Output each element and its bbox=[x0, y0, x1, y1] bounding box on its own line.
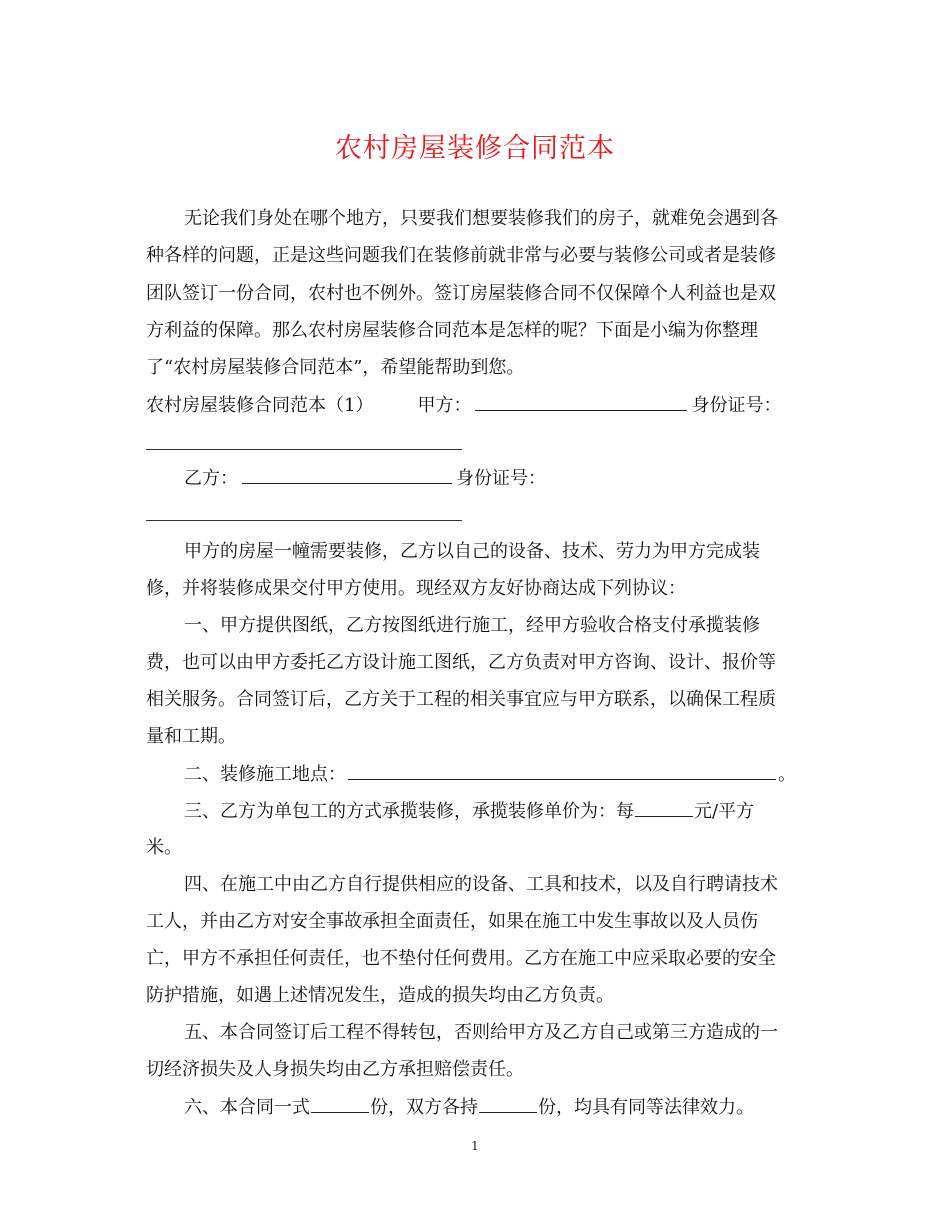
clause6-copies-blank bbox=[311, 1094, 369, 1113]
clause1-line-1: 一、甲方提供图纸，乙方按图纸进行施工，经甲方验收合格支付承揽装修 bbox=[184, 615, 760, 636]
sample-heading: 农村房屋装修合同范本（1） bbox=[146, 395, 374, 416]
party-a-label: 甲方： bbox=[417, 395, 472, 416]
clause3-text-a: 三、乙方为单包工的方式承揽装修，承揽装修单价为：每 bbox=[184, 801, 634, 822]
clause5-line-2: 切经济损失及人身损失均由乙方承担赔偿责任。 bbox=[146, 1059, 524, 1080]
clause4-line-4: 防护措施，如遇上述情况发生，造成的损失均由乙方负责。 bbox=[146, 985, 614, 1006]
clause1-line-3: 相关服务。合同签订后，乙方关于工程的相关事宜应与甲方联系，以确保工程质 bbox=[146, 689, 776, 710]
clause1-line-4: 量和工期。 bbox=[146, 726, 236, 747]
party-b-label: 乙方： bbox=[184, 468, 238, 489]
party-b-id-label: 身份证号： bbox=[456, 468, 546, 489]
party-b-blank bbox=[242, 465, 452, 484]
party-a-row bbox=[146, 392, 806, 419]
clause4-line-3: 亡，甲方不承担任何责任，也不垫付任何费用。乙方在施工中应采取必要的安全 bbox=[146, 948, 776, 969]
clause2-row bbox=[184, 761, 844, 788]
preamble-line-2: 修，并将装修成果交付甲方使用。现经双方友好协商达成下列协议： bbox=[146, 578, 686, 599]
clause6-text-a: 六、本合同一式 bbox=[184, 1097, 310, 1118]
intro-line-1: 无论我们身处在哪个地方，只要我们想要装修我们的房子，就难免会遇到各 bbox=[184, 208, 778, 229]
clause4-line-2: 工人，并由乙方对安全事故承担全面责任，如果在施工中发生事故以及人员伤 bbox=[146, 911, 758, 932]
preamble-line-1: 甲方的房屋一幢需要装修，乙方以自己的设备、技术、劳力为甲方完成装 bbox=[184, 541, 760, 562]
clause6-text-b: 份，双方各持 bbox=[370, 1097, 478, 1118]
document-title: 农村房屋装修合同范本 bbox=[335, 133, 615, 164]
clause6-each-blank bbox=[479, 1094, 537, 1113]
clause5-line-1: 五、本合同签订后工程不得转包，否则给甲方及乙方自己或第三方造成的一 bbox=[184, 1022, 778, 1043]
clause6-row bbox=[184, 1094, 844, 1121]
clause3-text-b: 元/平方 bbox=[694, 801, 755, 822]
intro-line-2: 种各样的问题，正是这些问题我们在装修前就非常与必要与装修公司或者是装修 bbox=[146, 245, 776, 266]
clause4-line-1: 四、在施工中由乙方自行提供相应的设备、工具和技术，以及自行聘请技术 bbox=[184, 874, 778, 895]
clause1-line-2: 费，也可以由甲方委托乙方设计施工图纸，乙方负责对甲方咨询、设计、报价等 bbox=[146, 652, 776, 673]
intro-line-4: 方利益的保障。那么农村房屋装修合同范本是怎样的呢？下面是小编为你整理 bbox=[146, 320, 758, 341]
clause6-text-c: 份，均具有同等法律效力。 bbox=[538, 1097, 754, 1118]
intro-line-3: 团队签订一份合同，农村也不例外。签订房屋装修合同不仅保障个人利益也是双 bbox=[146, 283, 776, 304]
party-a-id-blank bbox=[146, 449, 462, 450]
party-b-id-blank bbox=[146, 520, 462, 521]
clause3-row bbox=[184, 798, 844, 825]
party-a-id-label: 身份证号： bbox=[691, 395, 782, 416]
clause2-end: 。 bbox=[778, 764, 796, 785]
page-number: 1 bbox=[471, 1139, 479, 1153]
party-a-blank bbox=[475, 392, 687, 411]
party-b-row bbox=[184, 465, 844, 492]
clause2-label: 二、装修施工地点： bbox=[184, 764, 346, 785]
clause2-address-blank bbox=[348, 761, 776, 780]
clause3-price-blank bbox=[635, 798, 693, 817]
intro-line-5: 了“农村房屋装修合同范本”，希望能帮助到您。 bbox=[146, 357, 525, 378]
clause3-line-2: 米。 bbox=[146, 837, 182, 858]
